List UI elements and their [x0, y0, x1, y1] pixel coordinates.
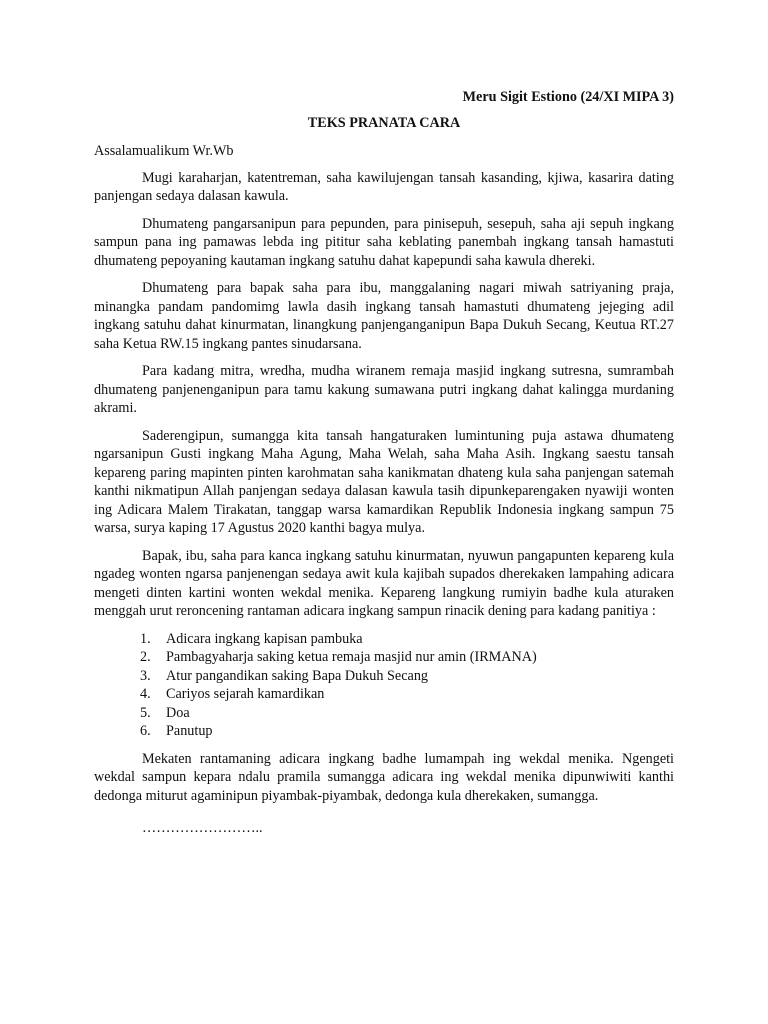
author-line: Meru Sigit Estiono (24/XI MIPA 3) — [462, 89, 674, 105]
list-item-text: Panutup — [166, 723, 213, 739]
paragraph: Dhumateng pangarsanipun para pepunden, para pinisepuh, sesepuh, saha aji sepuh ingkang sampun pana ing pamawas lebda ing pititur saha keblating panembah ingkang tansah hamastuti dhumateng pepoyaning kautaman ingkang satuhu dahat kapepundi saha kawula dhereki. — [94, 215, 674, 269]
list-number: 4. — [140, 686, 151, 702]
list-item — [94, 704, 674, 723]
list-item-text: Adicara ingkang kapisan pambuka — [166, 630, 363, 647]
list-item-text: Doa — [166, 704, 190, 721]
paragraph: Mugi karaharjan, katentreman, saha kawilujengan tansah kasanding, kjiwa, kasarira dating panjengan sedaya dalasan kawula. — [94, 169, 674, 204]
paragraph: Para kadang mitra, wredha, mudha wiranem remaja masjid ingkang sutresna, sumrambah dhumateng panjenenganipun para tamu kakung sumawana putri ingkang dahat kalingga murdaning akrami. — [94, 363, 674, 416]
paragraph: Saderengipun, sumangga kita tansah hangaturaken lumintuning puja astawa dhumateng ngarsanipun Gusti ingkang Maha Agung, Maha Welah, saha Maha Asih. Ingkang saestu tansah kepareng paring mapinten pinten karohmatan saha kanikmatan dhateng kula saha panjengan satemah kanthi nikmatipun Allah panjengan sedaya dalasan kawula tasih dipunkeparengaken nyawiji wonten ing Adicara Malem Tirakatan, tanggap warsa kamardikan Republik Indonesia ingkang sampun 75 warsa, surya kaping 17 Agustus 2020 kanthi bagya mulya. — [94, 427, 674, 536]
closing-paragraph: Mekaten rantamaning adicara ingkang badhe lumampah ing wekdal menika. Ngengeti wekdal sampun kepara ndalu pramila sumangga adicara ing wekdal menika dipunwiwiti kanthi dedonga miturut agaminipun piyambak-piyambak, dedonga kula dherekaken, sumangga. — [94, 750, 674, 804]
list-item-text: Atur pangandikan saking Bapa Dukuh Secang — [166, 667, 429, 684]
list-item-text: Cariyos sejarah kamardikan — [166, 686, 325, 702]
list-number: 5. — [140, 704, 151, 721]
list-number: 2. — [140, 649, 151, 665]
ellipsis-line: …………………….. — [142, 820, 263, 836]
list-item — [94, 648, 674, 667]
greeting: Assalamualikum Wr.Wb — [94, 143, 234, 159]
document-title: TEKS PRANATA CARA — [307, 115, 461, 131]
list-number: 1. — [140, 630, 151, 647]
list-item — [94, 667, 674, 686]
list-number: 3. — [140, 667, 151, 684]
agenda-list — [94, 630, 674, 741]
paragraph: Dhumateng para bapak saha para ibu, manggalaning nagari miwah satriyaning praja, minangka pandam pandomimg lawla dasih ingkang tansah hamastuti dhumateng jejeging adil ingkang satuhu dahat kinurmatan, linangkung panjenganganipun Bapa Dukuh Secang, Keutua RT.27 saha Ketua RW.15 ingkang pantes sinudarsana. — [94, 280, 674, 352]
list-item — [94, 722, 674, 741]
list-item — [94, 630, 674, 649]
list-item-text: Pambagyaharja saking ketua remaja masjid nur amin (IRMANA) — [166, 649, 537, 665]
paragraph: Bapak, ibu, saha para kanca ingkang satuhu kinurmatan, nyuwun pangapunten kepareng kula ngadeg wonten ngarsa panjenengan sedaya awit kula kajibah supados dherekaken lampahing adicara mengeti dinten kartini wonten wekdal menika. Kepareng langkung rumiyin badhe kula aturaken menggah urut reroncening rantaman adicara ingkang sampun rinacik dening para kadang panitiya : — [94, 547, 674, 619]
list-number: 6. — [140, 723, 151, 739]
list-item — [94, 685, 674, 704]
